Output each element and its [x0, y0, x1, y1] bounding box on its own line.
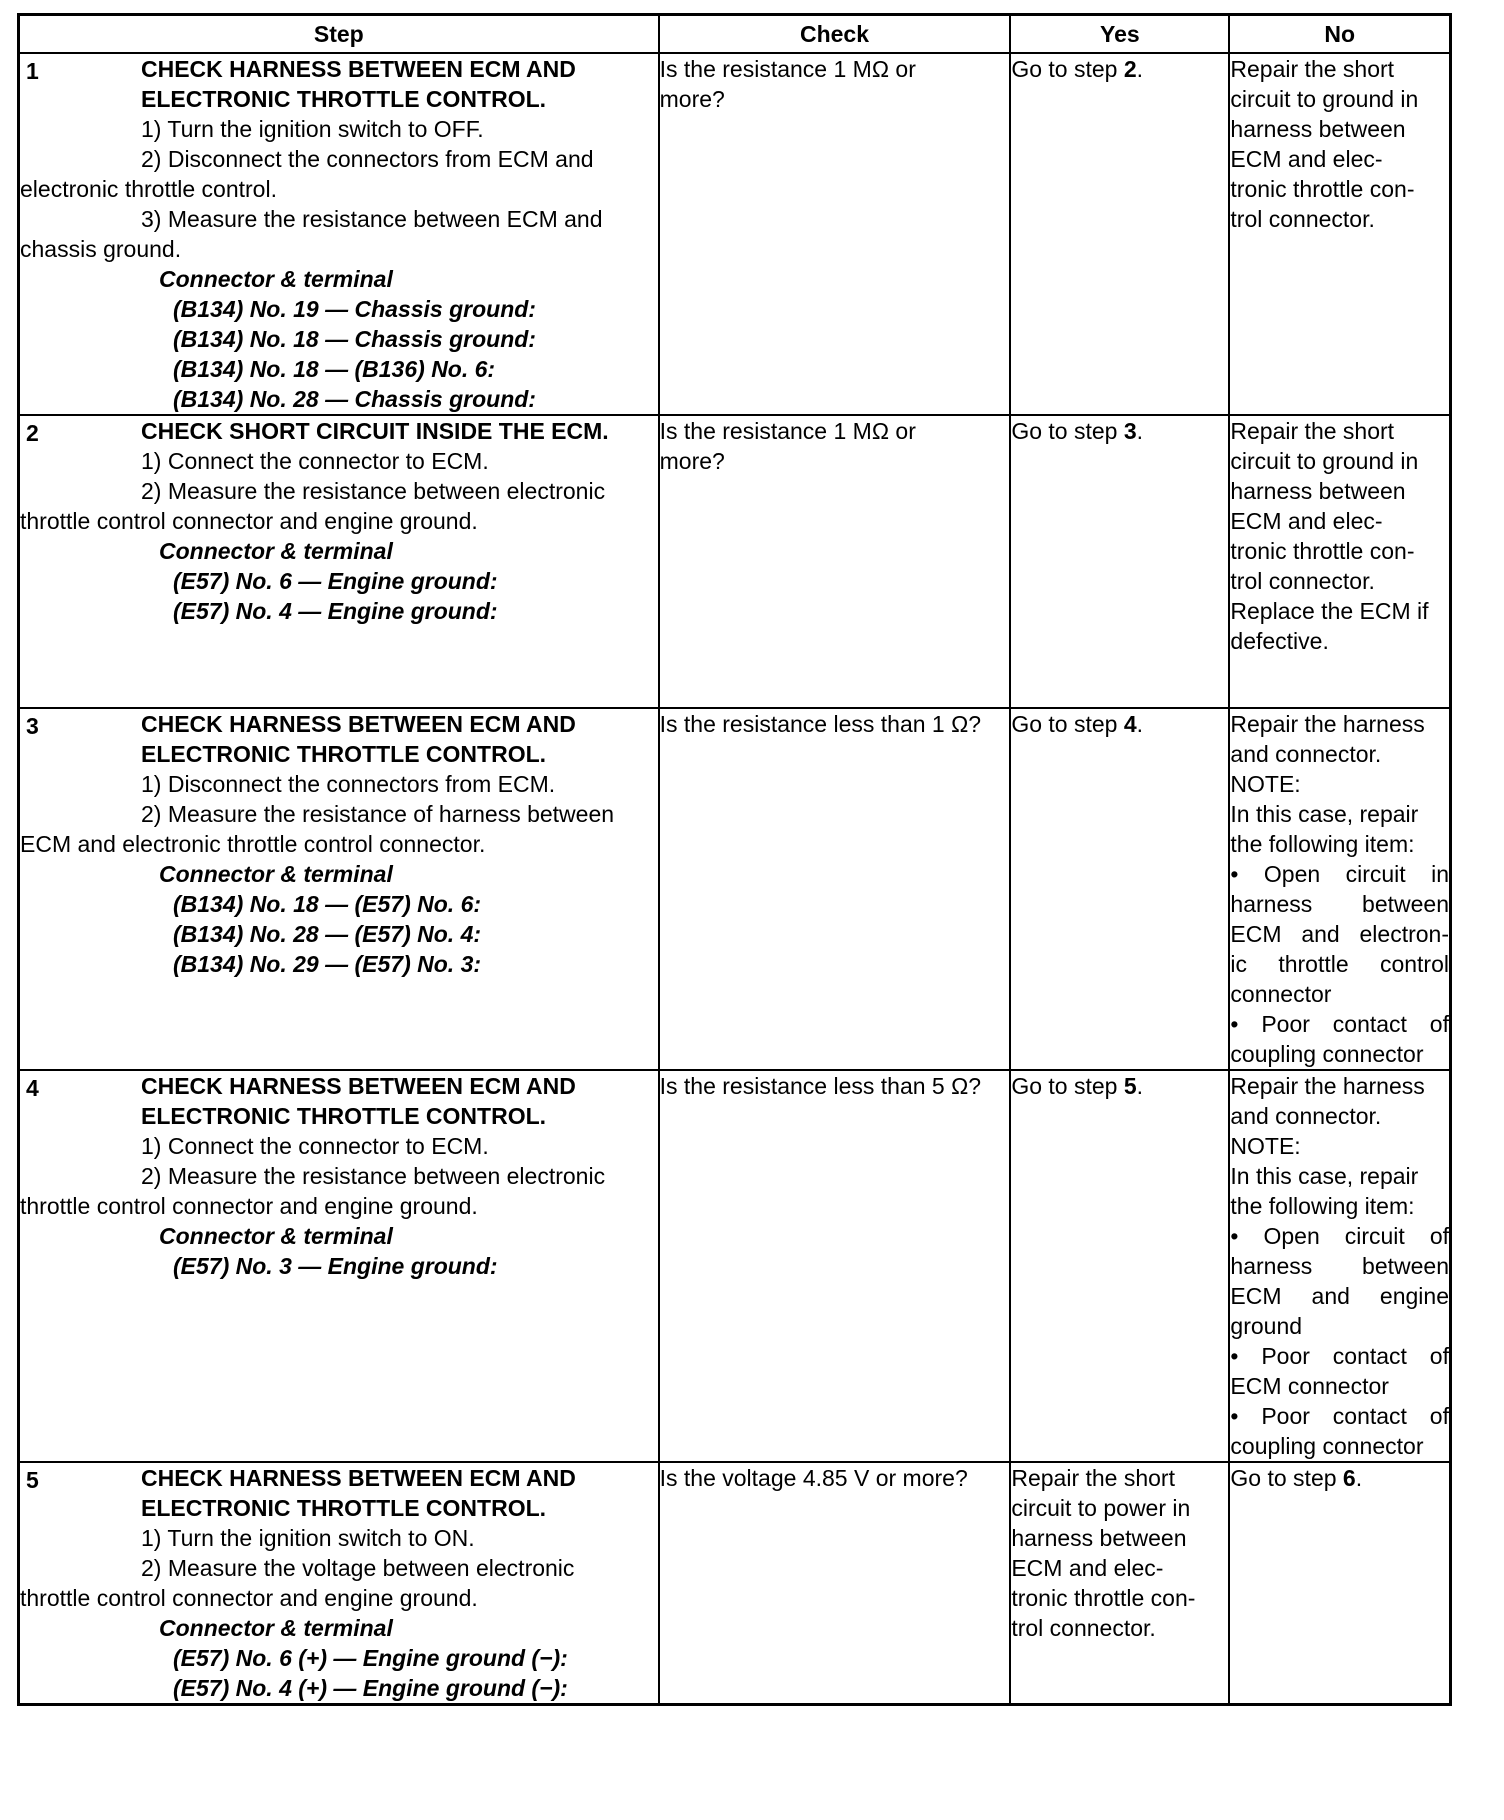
instruction-line: 1) Connect the connector to ECM. [141, 1133, 489, 1159]
no-line: Repair the short [1230, 418, 1395, 444]
instruction-line: throttle control connector and engine ground. [20, 508, 478, 534]
goto-step-number: 5 [1123, 1073, 1137, 1099]
check-line: Is the voltage 4.85 V or more? [659, 1465, 968, 1491]
yes-line: trol connector. [1011, 1615, 1156, 1641]
check-line: Is the resistance 1 MΩ or [659, 56, 916, 82]
header-step: Step [19, 15, 659, 54]
no-line: Repair the harness [1230, 711, 1425, 737]
yes-goto [1011, 1071, 1228, 1101]
yes-goto [1011, 54, 1228, 84]
connector-terminal-title: Connector & terminal [159, 266, 393, 292]
instruction-line: 1) Turn the ignition switch to OFF. [141, 116, 484, 142]
check-line: more? [659, 86, 725, 112]
step-heading: CHECK SHORT CIRCUIT INSIDE THE ECM. [141, 418, 609, 444]
instruction-line: throttle control connector and engine ground. [20, 1585, 478, 1611]
no-line: Repair the short [1230, 56, 1395, 82]
yes-line: circuit to power in [1011, 1495, 1191, 1521]
no-line: and connector. [1230, 1103, 1382, 1129]
goto-prefix: Go to step [1011, 418, 1124, 444]
goto-suffix: . [1136, 1073, 1144, 1099]
goto-step-number: 6 [1342, 1465, 1356, 1491]
goto-suffix: . [1136, 711, 1144, 737]
instruction-line: 2) Disconnect the connectors from ECM and [141, 146, 594, 172]
step-heading: CHECK HARNESS BETWEEN ECM AND [141, 1465, 576, 1491]
yes-cell [1010, 415, 1229, 708]
no-line: trol connector. [1230, 206, 1375, 232]
terminal-spec: (E57) No. 3 — Engine ground: [173, 1253, 498, 1279]
no-line: tronic throttle con- [1230, 538, 1415, 564]
no-cell [1229, 1070, 1450, 1462]
terminal-spec: (B134) No. 28 — Chassis ground: [173, 386, 536, 412]
step-number: 5 [26, 1467, 39, 1493]
no-line: NOTE: [1230, 771, 1301, 797]
no-line: the following item: [1230, 1193, 1415, 1219]
no-line: and connector. [1230, 741, 1382, 767]
instruction-line: chassis ground. [20, 236, 182, 262]
step-cell [19, 53, 659, 415]
goto-suffix: . [1136, 56, 1144, 82]
header-no: No [1229, 15, 1450, 54]
goto-prefix: Go to step [1011, 56, 1124, 82]
goto-prefix: Go to step [1011, 1073, 1124, 1099]
no-line: coupling connector [1230, 1041, 1424, 1067]
no-line: harness between [1230, 1253, 1449, 1279]
no-goto [1230, 1463, 1449, 1493]
step-heading: ELECTRONIC THROTTLE CONTROL. [141, 1495, 547, 1521]
instruction-line: 2) Measure the resistance of harness between [141, 801, 615, 827]
no-line: ECM connector [1230, 1373, 1389, 1399]
terminal-spec: (B134) No. 18 — (E57) No. 6: [173, 891, 482, 917]
step-heading: ELECTRONIC THROTTLE CONTROL. [141, 741, 547, 767]
connector-terminal-title: Connector & terminal [159, 1223, 393, 1249]
no-line: harness between [1230, 891, 1449, 917]
connector-terminal-title: Connector & terminal [159, 1615, 393, 1641]
yes-goto [1011, 709, 1228, 739]
instruction-line: 2) Measure the resistance between electronic [141, 478, 606, 504]
check-cell [659, 708, 1011, 1070]
yes-cell [1010, 1462, 1229, 1705]
connector-terminal-title: Connector & terminal [159, 861, 393, 887]
no-line: connector [1230, 981, 1332, 1007]
terminal-spec: (B134) No. 18 — Chassis ground: [173, 326, 536, 352]
instruction-line: electronic throttle control. [20, 176, 277, 202]
table-row [19, 415, 1451, 708]
instruction-line: 2) Measure the voltage between electronic [141, 1555, 575, 1581]
goto-step-number: 4 [1123, 711, 1137, 737]
step-number: 1 [26, 58, 39, 84]
no-line: In this case, repair [1230, 801, 1419, 827]
goto-prefix: Go to step [1011, 711, 1124, 737]
terminal-spec: (E57) No. 4 — Engine ground: [173, 598, 498, 624]
yes-line: tronic throttle con- [1011, 1585, 1196, 1611]
no-line: harness between [1230, 478, 1406, 504]
check-cell [659, 53, 1011, 415]
connector-terminal-title: Connector & terminal [159, 538, 393, 564]
no-line: Repair the harness [1230, 1073, 1425, 1099]
step-cell [19, 708, 659, 1070]
goto-step-number: 2 [1123, 56, 1137, 82]
header-row [19, 15, 1451, 54]
no-line: • Poor contact of [1230, 1403, 1449, 1429]
goto-step-number: 3 [1123, 418, 1137, 444]
no-line: coupling connector [1230, 1433, 1424, 1459]
header-check: Check [659, 15, 1011, 54]
no-line: circuit to ground in [1230, 86, 1419, 112]
step-number: 4 [26, 1075, 39, 1101]
no-line: ECM and engine [1230, 1283, 1449, 1309]
step-cell [19, 1462, 659, 1705]
check-cell [659, 415, 1011, 708]
check-cell [659, 1070, 1011, 1462]
no-cell [1229, 708, 1450, 1070]
diagnostic-table [17, 13, 1452, 1706]
no-line: NOTE: [1230, 1133, 1301, 1159]
yes-line: Repair the short [1011, 1465, 1175, 1491]
no-line: circuit to ground in [1230, 448, 1419, 474]
no-line: the following item: [1230, 831, 1415, 857]
no-line: tronic throttle con- [1230, 176, 1415, 202]
no-cell [1229, 1462, 1450, 1705]
check-line: Is the resistance 1 MΩ or [659, 418, 916, 444]
no-line: defective. [1230, 628, 1329, 654]
terminal-spec: (B134) No. 18 — (B136) No. 6: [173, 356, 496, 382]
no-line: • Open circuit of [1230, 1223, 1449, 1249]
terminal-spec: (E57) No. 6 (+) — Engine ground (−): [173, 1645, 568, 1671]
no-line: ECM and electron- [1230, 921, 1449, 947]
terminal-spec: (B134) No. 28 — (E57) No. 4: [173, 921, 482, 947]
step-number: 2 [26, 420, 39, 446]
instruction-line: ECM and electronic throttle control connector. [20, 831, 486, 857]
yes-line: harness between [1011, 1525, 1187, 1551]
instruction-line: throttle control connector and engine ground. [20, 1193, 478, 1219]
step-heading: ELECTRONIC THROTTLE CONTROL. [141, 1103, 547, 1129]
no-line: ECM and elec- [1230, 146, 1383, 172]
no-cell [1229, 415, 1450, 708]
no-line: ECM and elec- [1230, 508, 1383, 534]
no-line: In this case, repair [1230, 1163, 1419, 1189]
instruction-line: 3) Measure the resistance between ECM and [141, 206, 603, 232]
instruction-line: 1) Connect the connector to ECM. [141, 448, 489, 474]
no-line: • Open circuit in [1230, 861, 1449, 887]
instruction-line: 1) Disconnect the connectors from ECM. [141, 771, 556, 797]
table-row [19, 53, 1451, 415]
yes-cell [1010, 53, 1229, 415]
terminal-spec: (B134) No. 29 — (E57) No. 3: [173, 951, 482, 977]
no-line: • Poor contact of [1230, 1343, 1449, 1369]
step-heading: CHECK HARNESS BETWEEN ECM AND [141, 1073, 576, 1099]
no-line: harness between [1230, 116, 1406, 142]
step-cell [19, 1070, 659, 1462]
step-heading: CHECK HARNESS BETWEEN ECM AND [141, 711, 576, 737]
check-cell [659, 1462, 1011, 1705]
yes-cell [1010, 1070, 1229, 1462]
instruction-line: 2) Measure the resistance between electronic [141, 1163, 606, 1189]
instruction-line: 1) Turn the ignition switch to ON. [141, 1525, 475, 1551]
no-line: • Poor contact of [1230, 1011, 1449, 1037]
check-line: Is the resistance less than 1 Ω? [659, 711, 982, 737]
goto-prefix: Go to step [1230, 1465, 1343, 1491]
goto-suffix: . [1355, 1465, 1363, 1491]
no-line: trol connector. [1230, 568, 1375, 594]
yes-goto [1011, 416, 1228, 446]
check-line: more? [659, 448, 725, 474]
table-row [19, 1070, 1451, 1462]
step-heading: ELECTRONIC THROTTLE CONTROL. [141, 86, 547, 112]
no-cell [1229, 53, 1450, 415]
check-line: Is the resistance less than 5 Ω? [659, 1073, 982, 1099]
goto-suffix: . [1136, 418, 1144, 444]
no-line: ground [1230, 1313, 1303, 1339]
step-heading: CHECK HARNESS BETWEEN ECM AND [141, 56, 576, 82]
table-row [19, 708, 1451, 1070]
terminal-spec: (E57) No. 6 — Engine ground: [173, 568, 498, 594]
terminal-spec: (E57) No. 4 (+) — Engine ground (−): [173, 1675, 568, 1701]
step-number: 3 [26, 713, 39, 739]
yes-cell [1010, 708, 1229, 1070]
terminal-spec: (B134) No. 19 — Chassis ground: [173, 296, 536, 322]
step-cell [19, 415, 659, 708]
no-line: Replace the ECM if [1230, 598, 1429, 624]
header-yes: Yes [1010, 15, 1229, 54]
no-line: ic throttle control [1230, 951, 1449, 977]
table-row [19, 1462, 1451, 1705]
yes-line: ECM and elec- [1011, 1555, 1164, 1581]
